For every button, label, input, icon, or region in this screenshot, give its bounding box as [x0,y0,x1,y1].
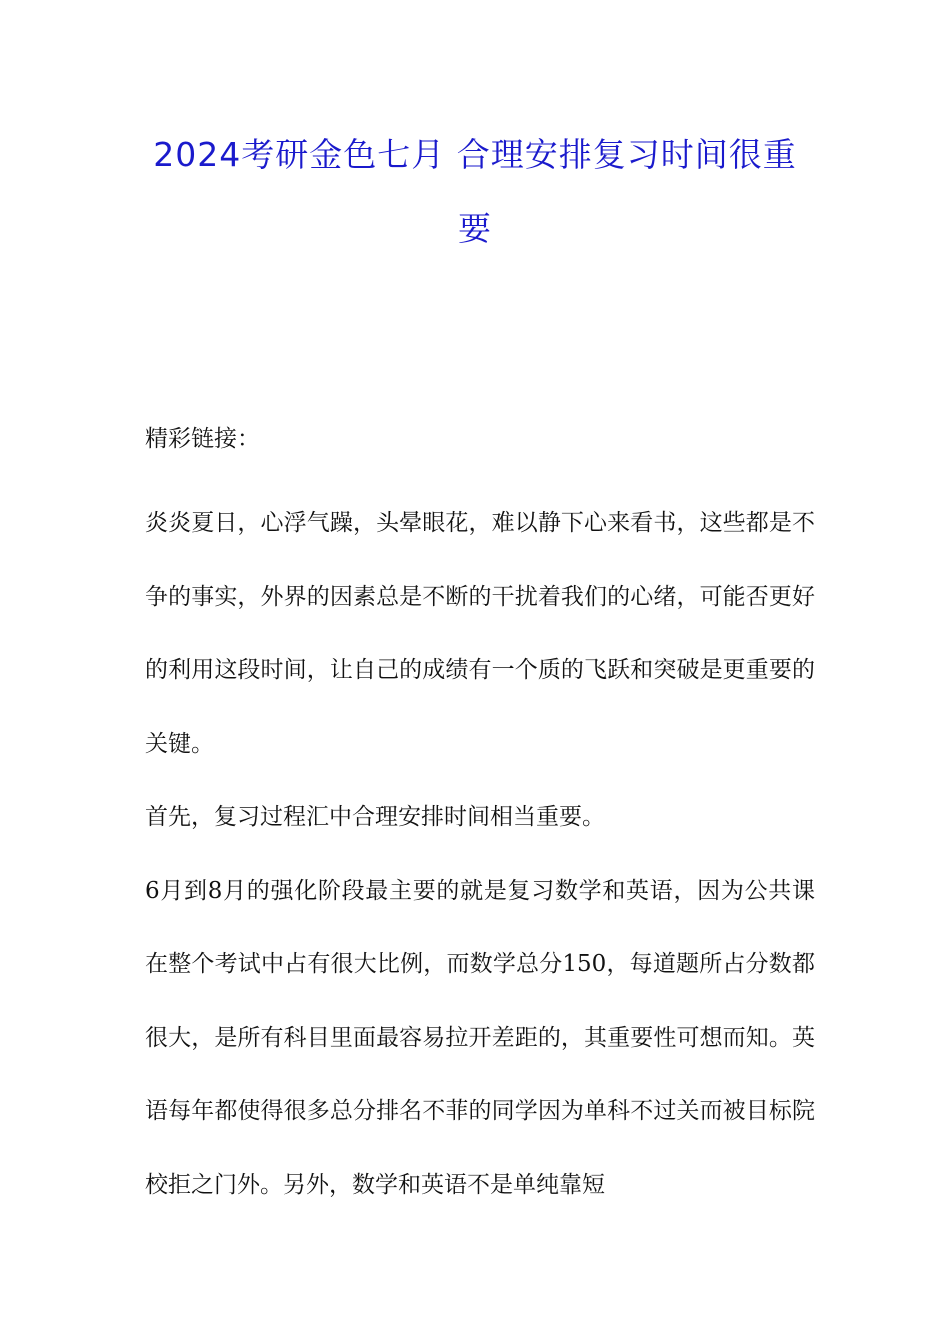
link-label: 精彩链接： [145,426,260,452]
paragraph-3: 6月到8月的强化阶段最主要的就是复习数学和英语，因为公共课在整个考试中占有很大比例，而数学总分150，每道题所占分数都很大，是所有科目里面最容易拉开差距的，其重要性可想而知。英语每年都使得很多总分排名不菲的同学因为单科不过关而被目标院校拒之门外。另外，数学和英语不是单纯靠短 [145,877,815,1198]
document-title: 2024考研金色七月 合理安排复习时间很重要 [153,135,797,248]
paragraph-2: 首先，复习过程汇中合理安排时间相当重要。 [145,804,605,830]
spacer [145,464,815,487]
document-body [145,414,815,1222]
paragraph-1: 炎炎夏日，心浮气躁，头晕眼花，难以静下心来看书，这些都是不争的事实，外界的因素总是不断的干扰着我们的心绪，可能否更好的利用这段时间，让自己的成绩有一个质的飞跃和突破是更重要的关键。 [145,510,815,757]
